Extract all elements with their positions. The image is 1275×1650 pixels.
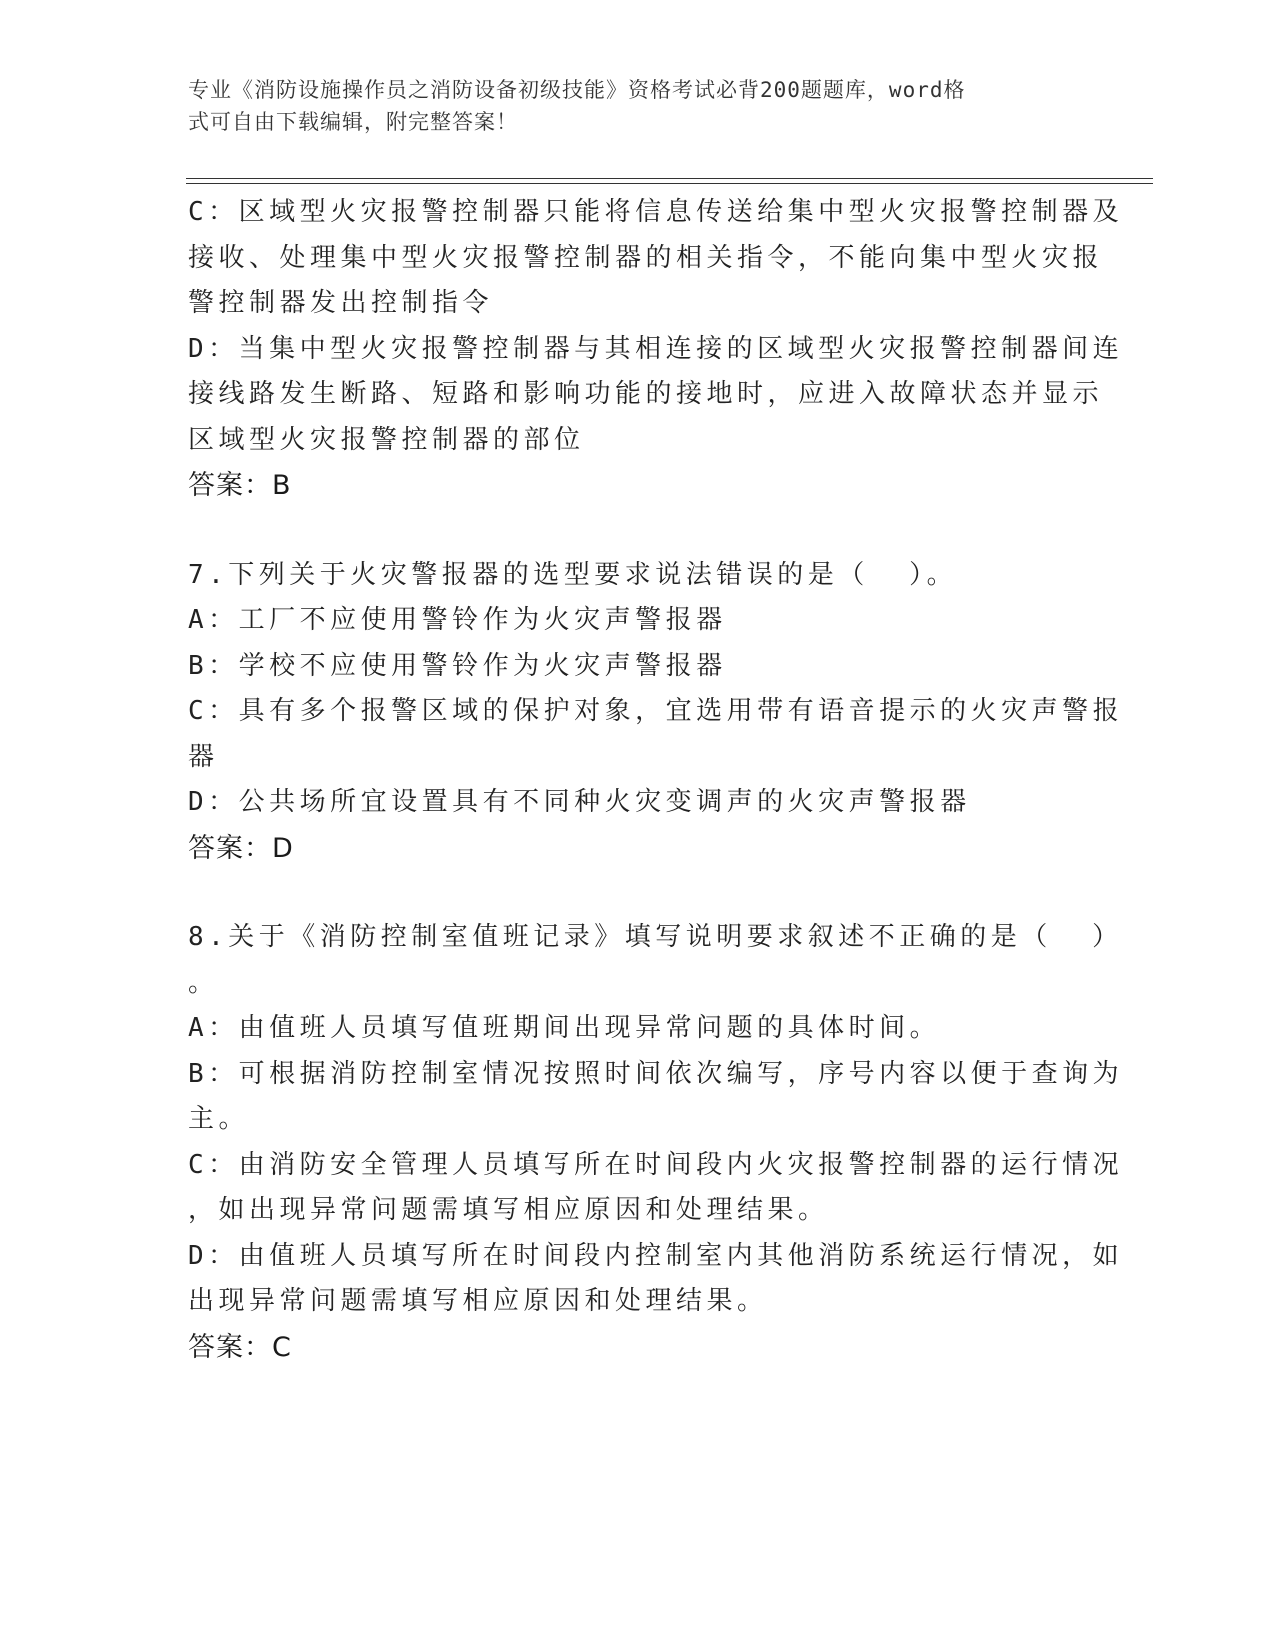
question-stem: 7.下列关于火灾警报器的选型要求说法错误的是（ ）。 [188,559,958,590]
spacer [188,871,1088,915]
option-text-line: 器 [188,741,219,772]
option-b: B：学校不应使用警铃作为火灾声警报器 [188,650,727,681]
question-8 [188,915,1124,1370]
option-text-line: C：具有多个报警区域的保护对象，宜选用带有语音提示的火灾声警报 [188,696,1124,726]
option-text-line: 接收、处理集中型火灾报警控制器的相关指令，不能向集中型火灾报 [188,242,1104,273]
option-text-line: 出现异常问题需填写相应原因和处理结果。 [188,1286,768,1316]
header-divider-bottom [186,183,1153,184]
answer-label: 答案：C [188,1331,292,1363]
option-a: A：工厂不应使用警铃作为火灾声警报器 [188,605,727,635]
option-b [188,1052,1124,1143]
option-text-line: D：当集中型火灾报警控制器与其相连接的区域型火灾报警控制器间连 [188,333,1124,364]
spacer [188,509,1088,553]
answer-label: 答案：B [188,470,292,501]
header-divider-top [186,178,1153,179]
option-text-line: 警控制器发出控制指令 [188,288,494,318]
option-text-line: B：可根据消防控制室情况按照时间依次编写，序号内容以便于查询为 [188,1058,1124,1089]
option-c [188,190,1124,327]
document-body [188,190,1124,1370]
option-text-line: 主。 [188,1104,250,1134]
option-text-line: D：由值班人员填写所在时间段内控制室内其他消防系统运行情况，如 [188,1240,1124,1271]
option-c [188,1143,1124,1234]
option-text-line: 接线路发生断路、短路和影响功能的接地时，应进入故障状态并显示 [188,379,1104,409]
question-text-line: 。 [188,967,219,998]
option-text-line: C：由消防安全管理人员填写所在时间段内火灾报警控制器的运行情况 [188,1149,1124,1180]
question-7 [188,553,1124,872]
option-a: A：由值班人员填写值班期间出现异常问题的具体时间。 [188,1013,941,1043]
option-d [188,1234,1124,1325]
question-text-line: 8.关于《消防控制室值班记录》填写说明要求叙述不正确的是（ ） [188,922,1123,952]
answer-label: 答案：D [188,832,294,864]
question-6-continuation [188,190,1124,509]
header-line-1: 专业《消防设施操作员之消防设备初级技能》资格考试必背200题题库，word格 [188,78,966,102]
option-text-line: 区域型火灾报警控制器的部位 [188,424,585,455]
option-text-line: C：区域型火灾报警控制器只能将信息传送给集中型火灾报警控制器及 [188,197,1124,227]
question-stem [188,915,1123,1006]
option-d [188,327,1124,464]
document-header [188,74,1068,138]
header-line-2: 式可自由下载编辑，附完整答案！ [188,110,518,134]
option-c [188,689,1124,780]
option-d: D：公共场所宜设置具有不同种火灾变调声的火灾声警报器 [188,787,971,817]
option-text-line: ，如出现异常问题需填写相应原因和处理结果。 [188,1195,829,1225]
